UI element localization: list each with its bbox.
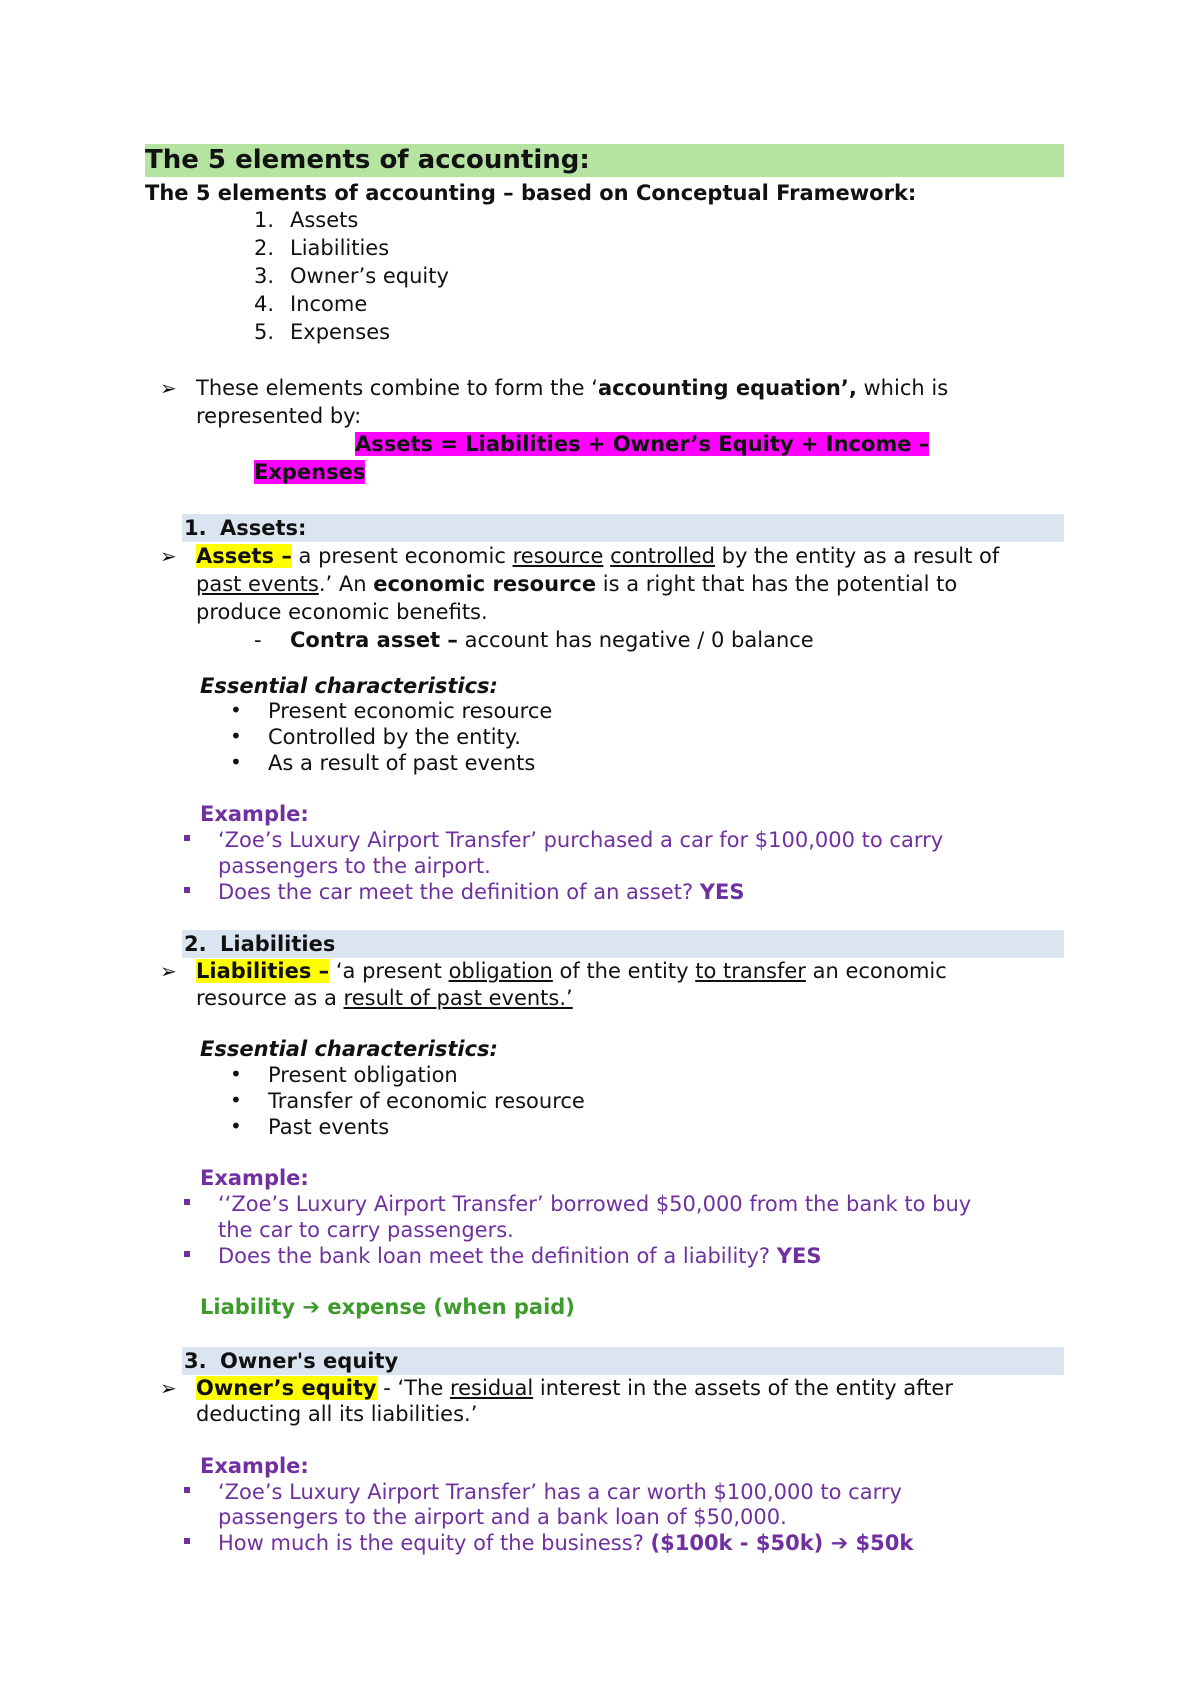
list-item: Transfer of economic resource <box>268 1089 585 1113</box>
bullet-icon: • <box>230 724 242 748</box>
text-run: Assets = Liabilities + Owner’s Equity + Income – <box>355 432 930 456</box>
text-run: How much is the equity of the business? <box>218 1531 651 1555</box>
list-item-text: Assets <box>290 208 359 232</box>
square-bullet-icon <box>184 1538 190 1544</box>
text-run: economic resource <box>373 572 597 596</box>
list-item: Present obligation <box>268 1063 458 1087</box>
bullet-icon: • <box>230 1062 242 1086</box>
arrow-bullet-icon: ➢ <box>160 544 177 568</box>
section-heading-assets <box>182 514 1064 542</box>
list-item: 1. Assets <box>254 208 359 232</box>
text-run: an economic <box>805 959 947 983</box>
assets-definition-line2 <box>196 571 957 597</box>
example-line: passengers to the airport. <box>218 854 491 878</box>
accounting-equation-line2 <box>254 459 365 485</box>
example-line: ‘Zoe’s Luxury Airport Transfer’ has a car worth $100,000 to carry <box>218 1480 902 1504</box>
text-run: ‘a present <box>329 959 449 983</box>
list-item: Present economic resource <box>268 699 553 723</box>
arrow-bullet-icon: ➢ <box>160 1376 177 1400</box>
heading-number: 1. <box>184 516 207 540</box>
example-label: Example: <box>200 1454 309 1478</box>
square-bullet-icon <box>184 1199 190 1205</box>
bullet-icon: • <box>230 1088 242 1112</box>
text-run: resource as a <box>196 986 344 1010</box>
example-line: ‘Zoe’s Luxury Airport Transfer’ purchased a car for $100,000 to carry <box>218 828 944 852</box>
heading-number: 3. <box>184 1349 207 1373</box>
text-run: obligation <box>448 959 553 983</box>
example-question <box>218 879 744 905</box>
contra-asset-dash: - <box>254 628 262 652</box>
list-item: 3. Owner’s equity <box>254 264 449 288</box>
arrow-right-icon: ➔ <box>830 1531 849 1555</box>
text-run: result of past events.’ <box>343 986 573 1010</box>
heading-text: Liabilities <box>220 932 336 956</box>
page-title <box>145 144 1064 177</box>
equation-intro-line2: represented by: <box>196 404 362 428</box>
square-bullet-icon <box>184 835 190 841</box>
text-run: past events <box>196 572 319 596</box>
list-item: 4. Income <box>254 292 368 316</box>
list-item: 5. Expenses <box>254 320 391 344</box>
example-line: ‘‘Zoe’s Luxury Airport Transfer’ borrowed $50,000 from the bank to buy <box>218 1192 972 1216</box>
text-run: by the entity as a result of <box>714 544 1000 568</box>
term: Contra asset – <box>290 628 458 652</box>
equation-intro <box>196 375 948 401</box>
text-run: .’ An <box>318 572 374 596</box>
section-heading-equity <box>182 1347 1064 1375</box>
contra-asset <box>290 627 814 653</box>
square-bullet-icon <box>184 887 190 893</box>
example-line: passengers to the airport and a bank loan of $50,000. <box>218 1505 787 1529</box>
bullet-icon: • <box>230 750 242 774</box>
list-item: Past events <box>268 1115 390 1139</box>
text-run: Liability <box>200 1295 303 1319</box>
text-run: Does the car meet the definition of an asset? <box>218 880 700 904</box>
page-title-text: The 5 elements of accounting: <box>145 145 590 175</box>
text-run: These elements combine to form the ‘ <box>196 376 598 400</box>
example-line: the car to carry passengers. <box>218 1218 514 1242</box>
text-run: resource <box>512 544 604 568</box>
list-item-text: Liabilities <box>290 236 390 260</box>
example-question <box>218 1530 913 1556</box>
text-run: - ‘The <box>376 1376 450 1400</box>
list-item-text: Expenses <box>290 320 391 344</box>
text-run: is a right that has the potential to <box>596 572 958 596</box>
liabilities-definition <box>196 958 947 984</box>
text-run: Expenses <box>254 460 366 484</box>
essential-characteristics-label: Essential characteristics: <box>200 1037 498 1061</box>
text-run: residual <box>449 1376 534 1400</box>
assets-definition <box>196 543 999 569</box>
bullet-icon: • <box>230 698 242 722</box>
accounting-equation <box>355 431 929 457</box>
example-label: Example: <box>200 1166 309 1190</box>
equity-definition-line2: deducting all its liabilities.’ <box>196 1402 478 1426</box>
section-heading-liabilities <box>182 930 1064 958</box>
liability-note <box>200 1294 575 1320</box>
term: Owner’s equity <box>196 1376 377 1400</box>
bullet-icon: • <box>230 1114 242 1138</box>
list-item-text: Income <box>290 292 368 316</box>
text-run: of the entity <box>552 959 696 983</box>
answer: YES <box>699 880 745 904</box>
text-run: account has negative / 0 balance <box>457 628 814 652</box>
text-run: a present economic <box>291 544 513 568</box>
answer: $50k <box>848 1531 914 1555</box>
text-run: expense (when paid) <box>320 1295 575 1319</box>
equity-definition <box>196 1375 953 1401</box>
heading-text: Assets: <box>220 516 307 540</box>
example-question <box>218 1243 821 1269</box>
text-run: which is <box>856 376 949 400</box>
text-run: accounting equation’, <box>597 376 857 400</box>
term: Liabilities – <box>196 959 330 983</box>
text-run: Does the bank loan meet the definition of a liability? <box>218 1244 777 1268</box>
arrow-right-icon: ➔ <box>302 1295 321 1319</box>
text-run: to transfer <box>695 959 806 983</box>
elements-list <box>254 206 449 346</box>
heading-number: 2. <box>184 932 207 956</box>
text-run: controlled <box>610 544 715 568</box>
list-item: As a result of past events <box>268 751 536 775</box>
essential-characteristics-label: Essential characteristics: <box>200 674 498 698</box>
list-item: Controlled by the entity. <box>268 725 521 749</box>
list-item: 2. Liabilities <box>254 236 390 260</box>
square-bullet-icon <box>184 1487 190 1493</box>
square-bullet-icon <box>184 1251 190 1257</box>
list-item-text: Owner’s equity <box>290 264 449 288</box>
subtitle: The 5 elements of accounting – based on Conceptual Framework: <box>145 181 917 205</box>
term: Assets – <box>196 544 292 568</box>
arrow-bullet-icon: ➢ <box>160 959 177 983</box>
liabilities-definition-line2 <box>196 985 573 1011</box>
text-run: interest in the assets of the entity after <box>533 1376 953 1400</box>
heading-text: Owner's equity <box>220 1349 399 1373</box>
answer: ($100k - $50k) <box>650 1531 831 1555</box>
assets-definition-line3: produce economic benefits. <box>196 600 488 624</box>
arrow-bullet-icon: ➢ <box>160 376 177 400</box>
example-label: Example: <box>200 802 309 826</box>
answer: YES <box>776 1244 822 1268</box>
